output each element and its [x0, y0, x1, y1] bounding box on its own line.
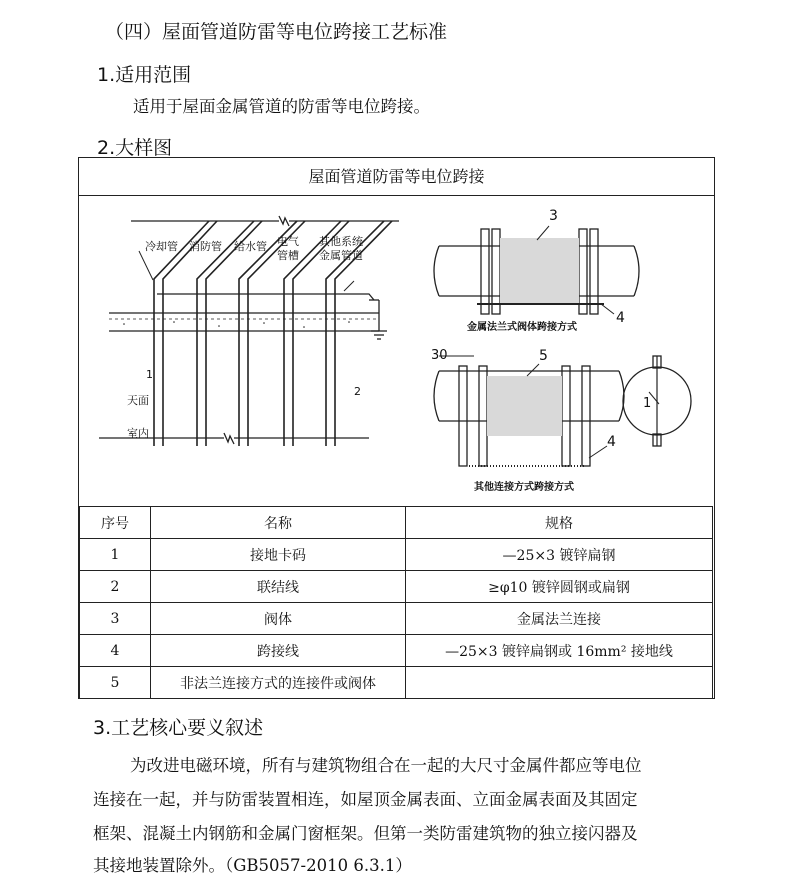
- pipe-label-other-1: 其他系统: [319, 235, 363, 248]
- row-no: 5: [80, 667, 151, 699]
- row-no: 4: [80, 635, 151, 667]
- flange-caption: 金属法兰式阀体跨接方式: [467, 322, 577, 333]
- callout-4-bottom: 4: [607, 434, 616, 450]
- row-no: 1: [80, 539, 151, 571]
- row-spec: —25×3 镀锌扁钢或 16mm² 接地线: [406, 635, 713, 667]
- section-3-line-1: 为改进电磁环境，所有与建筑物组合在一起的大尺寸金属件都应等电位: [130, 756, 642, 775]
- detail-figure-frame: [78, 157, 715, 699]
- callout-4: 4: [616, 310, 625, 326]
- table-row: [80, 571, 713, 603]
- row-spec: [406, 667, 713, 699]
- pipe-label-cooling: 冷却管: [145, 240, 178, 253]
- callout-30: 30: [431, 348, 448, 363]
- table-row: [80, 539, 713, 571]
- other-caption: 其他连接方式跨接方式: [474, 482, 574, 493]
- row-spec: ≥φ10 镀锌圆钢或扁钢: [406, 571, 713, 603]
- roof-label: 天面: [127, 394, 149, 407]
- callout-2: 2: [354, 385, 361, 398]
- callout-1: 1: [146, 368, 153, 381]
- row-name: 联结线: [151, 571, 406, 603]
- row-name: 跨接线: [151, 635, 406, 667]
- row-name: 接地卡码: [151, 539, 406, 571]
- callout-5: 5: [539, 348, 548, 364]
- header-spec: 规格: [406, 507, 713, 539]
- pipe-label-fire: 消防管: [189, 240, 222, 253]
- pipe-label-water: 给水管: [234, 240, 267, 253]
- callout-3: 3: [549, 208, 558, 224]
- pipe-label-conduit-1: 电气: [277, 235, 299, 248]
- section-3-line-2: 连接在一起，并与防雷装置相连，如屋顶金属表面、立面金属表面及其固定: [93, 790, 638, 809]
- section-2-title: 2.大样图: [97, 137, 173, 159]
- row-name: 非法兰连接方式的连接件或阀体: [151, 667, 406, 699]
- figure-title: 屋面管道防雷等电位跨接: [79, 158, 714, 196]
- callout-1-section: 1: [643, 396, 652, 411]
- row-spec: 金属法兰连接: [406, 603, 713, 635]
- indoor-label: 室内: [127, 427, 149, 440]
- section-1-body: 适用于屋面金属管道的防雷等电位跨接。: [133, 97, 430, 116]
- table-header-row: [80, 507, 713, 539]
- spec-table: [79, 506, 713, 699]
- header-name: 名称: [151, 507, 406, 539]
- row-no: 2: [80, 571, 151, 603]
- pipe-label-other-2: 金属管道: [319, 249, 363, 262]
- section-3-title: 3.工艺核心要义叙述: [93, 717, 264, 739]
- row-spec: —25×3 镀锌扁钢: [406, 539, 713, 571]
- section-1-title: 1.适用范围: [97, 64, 192, 86]
- row-no: 3: [80, 603, 151, 635]
- table-row: [80, 603, 713, 635]
- table-row: [80, 635, 713, 667]
- table-row: [80, 667, 713, 699]
- pipe-label-conduit-2: 管槽: [277, 249, 299, 262]
- page-title: （四）屋面管道防雷等电位跨接工艺标准: [105, 21, 448, 43]
- section-3-line-4: 其接地装置除外。（GB5057-2010 6.3.1）: [93, 856, 412, 875]
- section-3-line-3: 框架、混凝土内钢筋和金属门窗框架。但第一类防雷建筑物的独立接闪器及: [93, 824, 638, 843]
- row-name: 阀体: [151, 603, 406, 635]
- header-no: 序号: [80, 507, 151, 539]
